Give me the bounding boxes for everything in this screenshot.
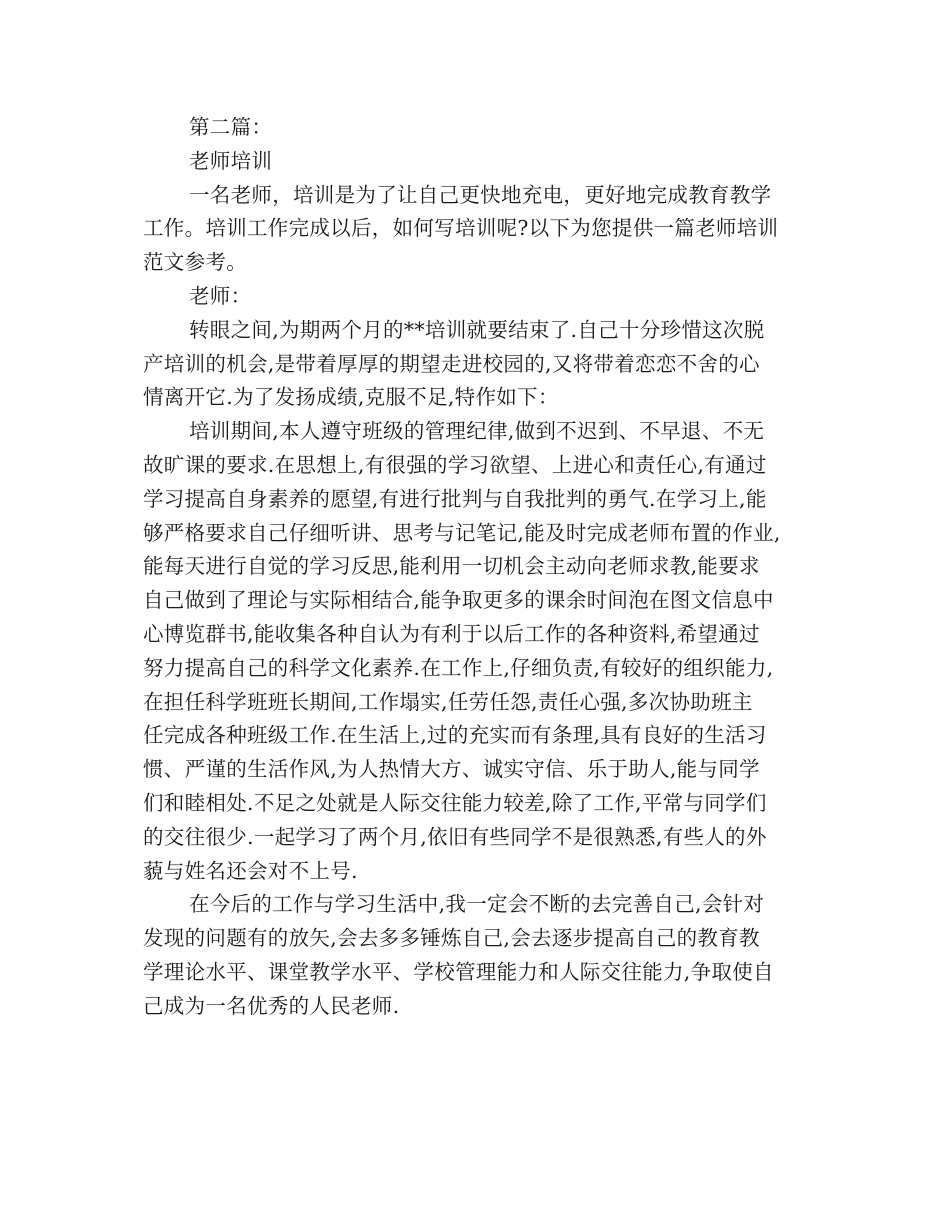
paragraph-line: 们和睦相处.不足之处就是人际交往能力较差,除了工作,平常与同学们: [143, 790, 767, 815]
paragraph-line: 工作。培训工作完成以后，如何写培训呢?以下为您提供一篇老师培训: [143, 216, 779, 241]
paragraph-intro: [143, 179, 813, 280]
paragraph-line: 老师：: [189, 283, 252, 308]
paragraph-line: 一名老师，培训是为了让自己更快地充电，更好地完成教育教学: [189, 182, 772, 207]
paragraph-line: 心博览群书,能收集各种自认为有利于以后工作的各种资料,希望通过: [143, 621, 760, 646]
paragraph-salutation: [143, 280, 813, 314]
paragraph-line: 发现的问题有的放矢,会去多多锤炼自己,会去逐步提高自己的教育教: [143, 926, 760, 951]
paragraph-opening: [143, 314, 813, 415]
paragraph-line: 学理论水平、课堂教学水平、学校管理能力和人际交往能力,争取使自: [143, 959, 774, 984]
paragraph-line: 努力提高自己的科学文化素养.在工作上,仔细负责,有较好的组织能力,: [143, 655, 774, 680]
paragraph-line: 情离开它.为了发扬成绩,克服不足,特作如下：: [143, 385, 559, 410]
paragraph-line: 能每天进行自觉的学习反思,能利用一切机会主动向老师求教,能要求: [143, 554, 760, 579]
paragraph-line: 藐与姓名还会对不上号.: [143, 858, 358, 883]
document-page: [143, 111, 813, 1024]
paragraph-line: 培训期间,本人遵守班级的管理纪律,做到不迟到、不早退、不无: [189, 419, 765, 444]
paragraph-line: 转眼之间,为期两个月的**培训就要结束了.自己十分珍惜这次脱: [189, 317, 765, 342]
paragraph-line: 学习提高自身素养的愿望,有进行批判与自我批判的勇气.在学习上,能: [143, 486, 767, 511]
document-title: 老师培训: [189, 148, 273, 173]
paragraph-closing: [143, 888, 813, 1023]
paragraph-line: 己成为一名优秀的人民老师.: [143, 993, 400, 1018]
paragraph-line: 产培训的机会,是带着厚厚的期望走进校园的,又将带着恋恋不舍的心: [143, 351, 760, 376]
paragraph-line: 故旷课的要求.在思想上,有很强的学习欲望、上进心和责任心,有通过: [143, 452, 767, 477]
paragraph-line: 任完成各种班级工作.在生活上,过的充实而有条理,具有良好的生活习: [143, 723, 767, 748]
paragraph-line: 自己做到了理论与实际相结合,能争取更多的课余时间泡在图文信息中: [143, 588, 774, 613]
section-label: 第二篇：: [189, 115, 273, 139]
paragraph-line: 范文参考。: [143, 250, 247, 275]
paragraph-line: 在担任科学班班长期间,工作塌实,任劳任怨,责任心强,多次协助班主: [143, 689, 753, 714]
paragraph-line: 的交往很少.一起学习了两个月,依旧有些同学不是很熟悉,有些人的外: [143, 824, 767, 849]
paragraph-line: 在今后的工作与学习生活中,我一定会不断的去完善自己,会针对: [189, 892, 765, 917]
paragraph-line: 惯、严谨的生活作风,为人热情大方、诚实守信、乐于助人,能与同学: [143, 757, 760, 782]
paragraph-line: 够严格要求自己仔细听讲、思考与记笔记,能及时完成老师布置的作业,: [143, 520, 781, 545]
paragraph-body: [143, 415, 813, 888]
